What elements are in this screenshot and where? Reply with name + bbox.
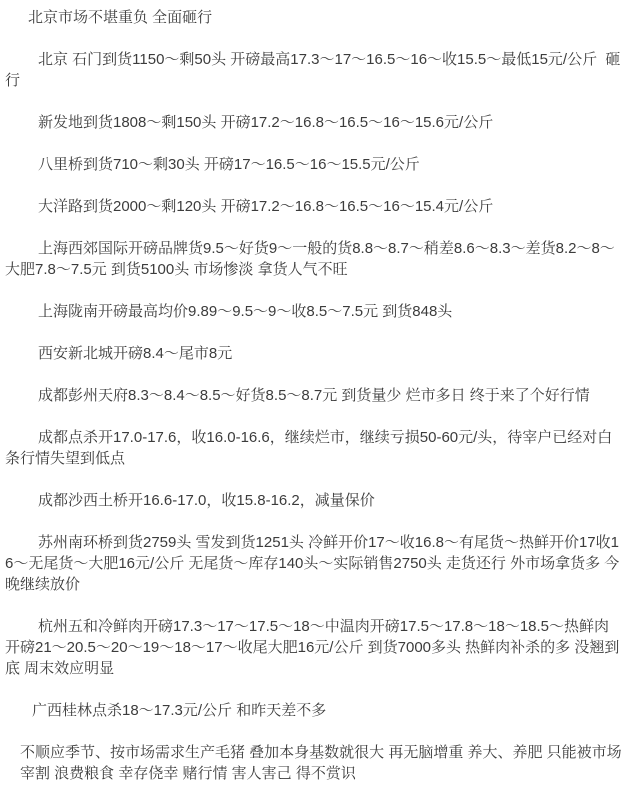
para-chengdu-shaxi-tuqiao: 成都沙西土桥开16.6-17.0，收15.8-16.2，减量保价 [38,492,375,509]
para-baliqiao: 八里桥到货710～剩30头 开磅17～16.5～16～15.5元/公斤 [38,156,420,173]
para-summary-commentary: 不顺应季节、按市场需求生产毛猪 叠加本身基数就很大 再无脑增重 养大、养肥 只能被市场宰割 浪费粮食 幸存侥幸 赌行情 害人害己 得不赏识 [20,744,622,782]
para-shanghai-longnan: 上海陇南开磅最高均价9.89～9.5～9～收8.5～7.5元 到货848头 [38,303,453,320]
para-beijing-shimen: 北京 石门到货1150～剩50头 开磅最高17.3～17～16.5～16～收15.5～最低15元/公斤 砸 行 [5,51,625,89]
para-hangzhou-wuhe: 杭州五和冷鲜肉开磅17.3～17～17.5～18～中温肉开磅17.5～17.8～18～18.5～热鲜肉开磅21～20.5～20～19～18～17～收尾大肥16元/公斤 到货7000多头 热鲜肉补杀的多 没翘到底 周末效应明显 [5,618,620,677]
para-dayanglu: 大洋路到货2000～剩120头 开磅17.2～16.8～16.5～16～15.4元/公斤 [38,198,494,215]
para-chengdu-diansha: 成都点杀开17.0-17.6，收16.0-16.6，继续烂市，继续亏损50-60元/头，待宰户已经对白条行情失望到低点 [5,429,613,467]
para-suzhou-nanhuanqiao: 苏州南环桥到货2759头 雪发到货1251头 冷鲜开价17～收16.8～有尾货～热鲜开价17收16～无尾货～大肥16元/公斤 无尾货～库存140头～实际销售2750头 走货还行 外市场拿货多 今晚继续放价 [5,534,620,593]
para-xian-xinbeicheng: 西安新北城开磅8.4～尾市8元 [38,345,233,362]
para-chengdu-pengzhou: 成都彭州天府8.3～8.4～8.5～好货8.5～8.7元 到货量少 烂市多日 终于来了个好行情 [38,387,590,404]
para-xinfadi: 新发地到货1808～剩150头 开磅17.2～16.8～16.5～16～15.6元/公斤 [38,114,494,131]
para-guangxi-guilin: 广西桂林点杀18～17.3元/公斤 和昨天差不多 [32,702,327,719]
para-shanghai-xijiao: 上海西郊国际开磅品牌货9.5～好货9～一般的货8.8～8.7～稍差8.6～8.3～差货8.2～8～大肥7.8～7.5元 到货5100头 市场惨淡 拿货人气不旺 [5,240,615,278]
report-headline: 北京市场不堪重负 全面砸行 [28,9,213,26]
